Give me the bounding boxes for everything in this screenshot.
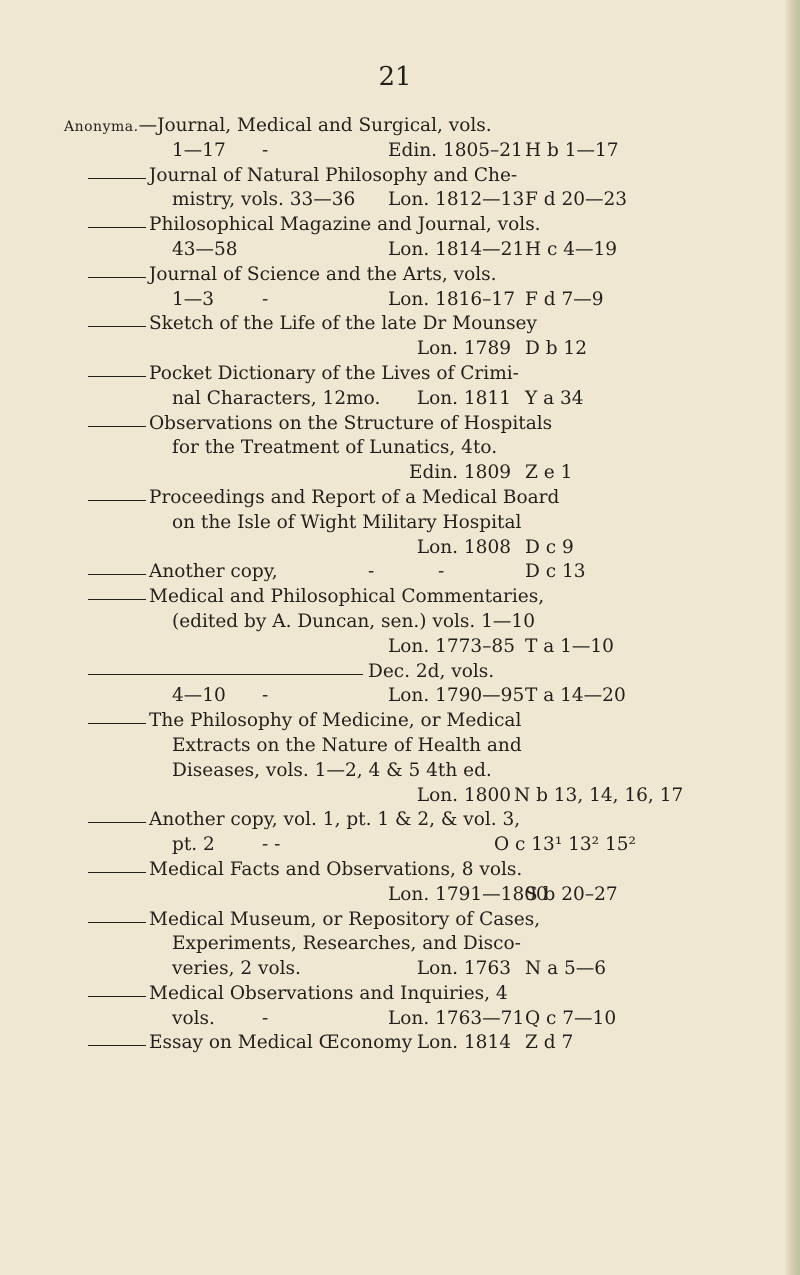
entry-line: Edin. 1809 Z e 1 xyxy=(0,461,800,486)
ditto-dash xyxy=(88,922,146,923)
ditto-dash xyxy=(88,277,146,278)
entry-line: Experiments, Researches, and Disco- xyxy=(172,933,521,955)
entry-line: for the Treatment of Lunatics, 4to. xyxy=(172,437,498,459)
shelf-mark: T a 1—10 xyxy=(525,635,614,657)
ditto-dash xyxy=(88,574,146,575)
shelf-mark: O c 13¹ 13² 15² xyxy=(494,834,636,856)
entry-line: Journal of Science and the Arts, vols. xyxy=(0,263,800,288)
catalogue-entries xyxy=(0,114,800,1056)
ditto-dash xyxy=(88,178,146,179)
ditto-dash xyxy=(88,326,146,327)
shelf-mark: Z e 1 xyxy=(525,462,573,484)
entry-line: veries, 2 vols. Lon. 1763 N a 5—6 xyxy=(0,957,800,982)
ditto-dash xyxy=(88,500,146,501)
entry-line: vols. - Lon. 1763—71 Q c 7—10 xyxy=(0,1007,800,1032)
ditto-dash xyxy=(88,723,146,724)
entry-line: Sketch of the Life of the late Dr Mounsey xyxy=(0,312,800,337)
ditto-dash xyxy=(88,227,146,228)
entry-line: Proceedings and Report of a Medical Board xyxy=(0,486,800,511)
ditto-dash xyxy=(88,426,146,427)
shelf-mark: D b 12 xyxy=(525,338,587,360)
entry-line: 1—3 - Lon. 1816–17 F d 7—9 xyxy=(0,288,800,313)
entry-line: Philosophical Magazine and Journal, vols. xyxy=(0,213,800,238)
entry-line: Lon. 1791—1800 S b 20–27 xyxy=(0,883,800,908)
entry-line: Medical Facts and Observations, 8 vols. xyxy=(0,858,800,883)
entry-line: Essay on Medical Œconomy Lon. 1814 Z d 7 xyxy=(0,1031,800,1056)
entry-line: pt. 2 - - O c 13¹ 13² 15² xyxy=(0,833,800,858)
shelf-mark: F d 7—9 xyxy=(525,288,604,310)
shelf-mark: Y a 34 xyxy=(525,387,584,409)
ditto-dash xyxy=(88,822,146,823)
ditto-dash xyxy=(88,599,146,600)
shelf-mark: S b 20–27 xyxy=(525,883,618,905)
shelf-mark: D c 9 xyxy=(525,536,574,558)
ditto-dash xyxy=(88,996,146,997)
shelf-mark: T a 14—20 xyxy=(525,685,626,707)
entry-line: Journal of Natural Philosophy and Che- xyxy=(0,164,800,189)
ditto-dash xyxy=(88,674,363,675)
entry-line: Another copy, vol. 1, pt. 1 & 2, & vol. 3, xyxy=(0,808,800,833)
page-number: 21 xyxy=(378,62,412,92)
shelf-mark: Z d 7 xyxy=(525,1032,574,1054)
heading: Anonyma.—Journal, Medical and Surgical, vols. xyxy=(64,115,492,136)
entry-line: 1—17 - Edin. 1805–21 H b 1—17 xyxy=(0,139,800,164)
ditto-dash xyxy=(88,376,146,377)
entry-line: 4—10 - Lon. 1790—95 T a 14—20 xyxy=(0,684,800,709)
shelf-mark: H c 4—19 xyxy=(525,238,618,260)
ditto-dash xyxy=(88,872,146,873)
entry-line: Medical Museum, or Repository of Cases, xyxy=(0,908,800,933)
entry-line: The Philosophy of Medicine, or Medical xyxy=(0,709,800,734)
entry-line: Dec. 2d, vols. xyxy=(0,660,800,685)
entry-line: 43—58 Lon. 1814—21 H c 4—19 xyxy=(0,238,800,263)
entry-line: Diseases, vols. 1—2, 4 & 5 4th ed. xyxy=(172,759,492,781)
ditto-dash xyxy=(88,1045,146,1046)
shelf-mark: H b 1—17 xyxy=(525,139,619,161)
entry-line: Another copy, - - D c 13 xyxy=(0,560,800,585)
entry-line: (edited by A. Duncan, sen.) vols. 1—10 xyxy=(172,610,535,632)
entry-line: Medical and Philosophical Commentaries, xyxy=(0,585,800,610)
shelf-mark: N a 5—6 xyxy=(525,958,607,980)
entry-line: on the Isle of Wight Military Hospital xyxy=(172,511,522,533)
shelf-mark: F d 20—23 xyxy=(525,189,628,211)
entry-line: Lon. 1808 D c 9 xyxy=(0,536,800,561)
entry-line: Lon. 1800 N b 13, 14, 16, 17 xyxy=(0,784,800,809)
entry-line: mistry, vols. 33—36 Lon. 1812—13 F d 20—23 xyxy=(0,188,800,213)
entry-line: nal Characters, 12mo. Lon. 1811 Y a 34 xyxy=(0,387,800,412)
entry-line: Lon. 1789 D b 12 xyxy=(0,337,800,362)
entry-line: Extracts on the Nature of Health and xyxy=(172,734,522,756)
shelf-mark: D c 13 xyxy=(525,561,586,583)
shelf-mark: N b 13, 14, 16, 17 xyxy=(514,784,684,806)
entry-line: Medical Observations and Inquiries, 4 xyxy=(0,982,800,1007)
entry-line: Lon. 1773–85 T a 1—10 xyxy=(0,635,800,660)
entry-line: Observations on the Structure of Hospitals xyxy=(0,412,800,437)
entry-line xyxy=(0,114,800,139)
shelf-mark: Q c 7—10 xyxy=(525,1007,617,1029)
entry-line: Pocket Dictionary of the Lives of Crimi- xyxy=(0,362,800,387)
